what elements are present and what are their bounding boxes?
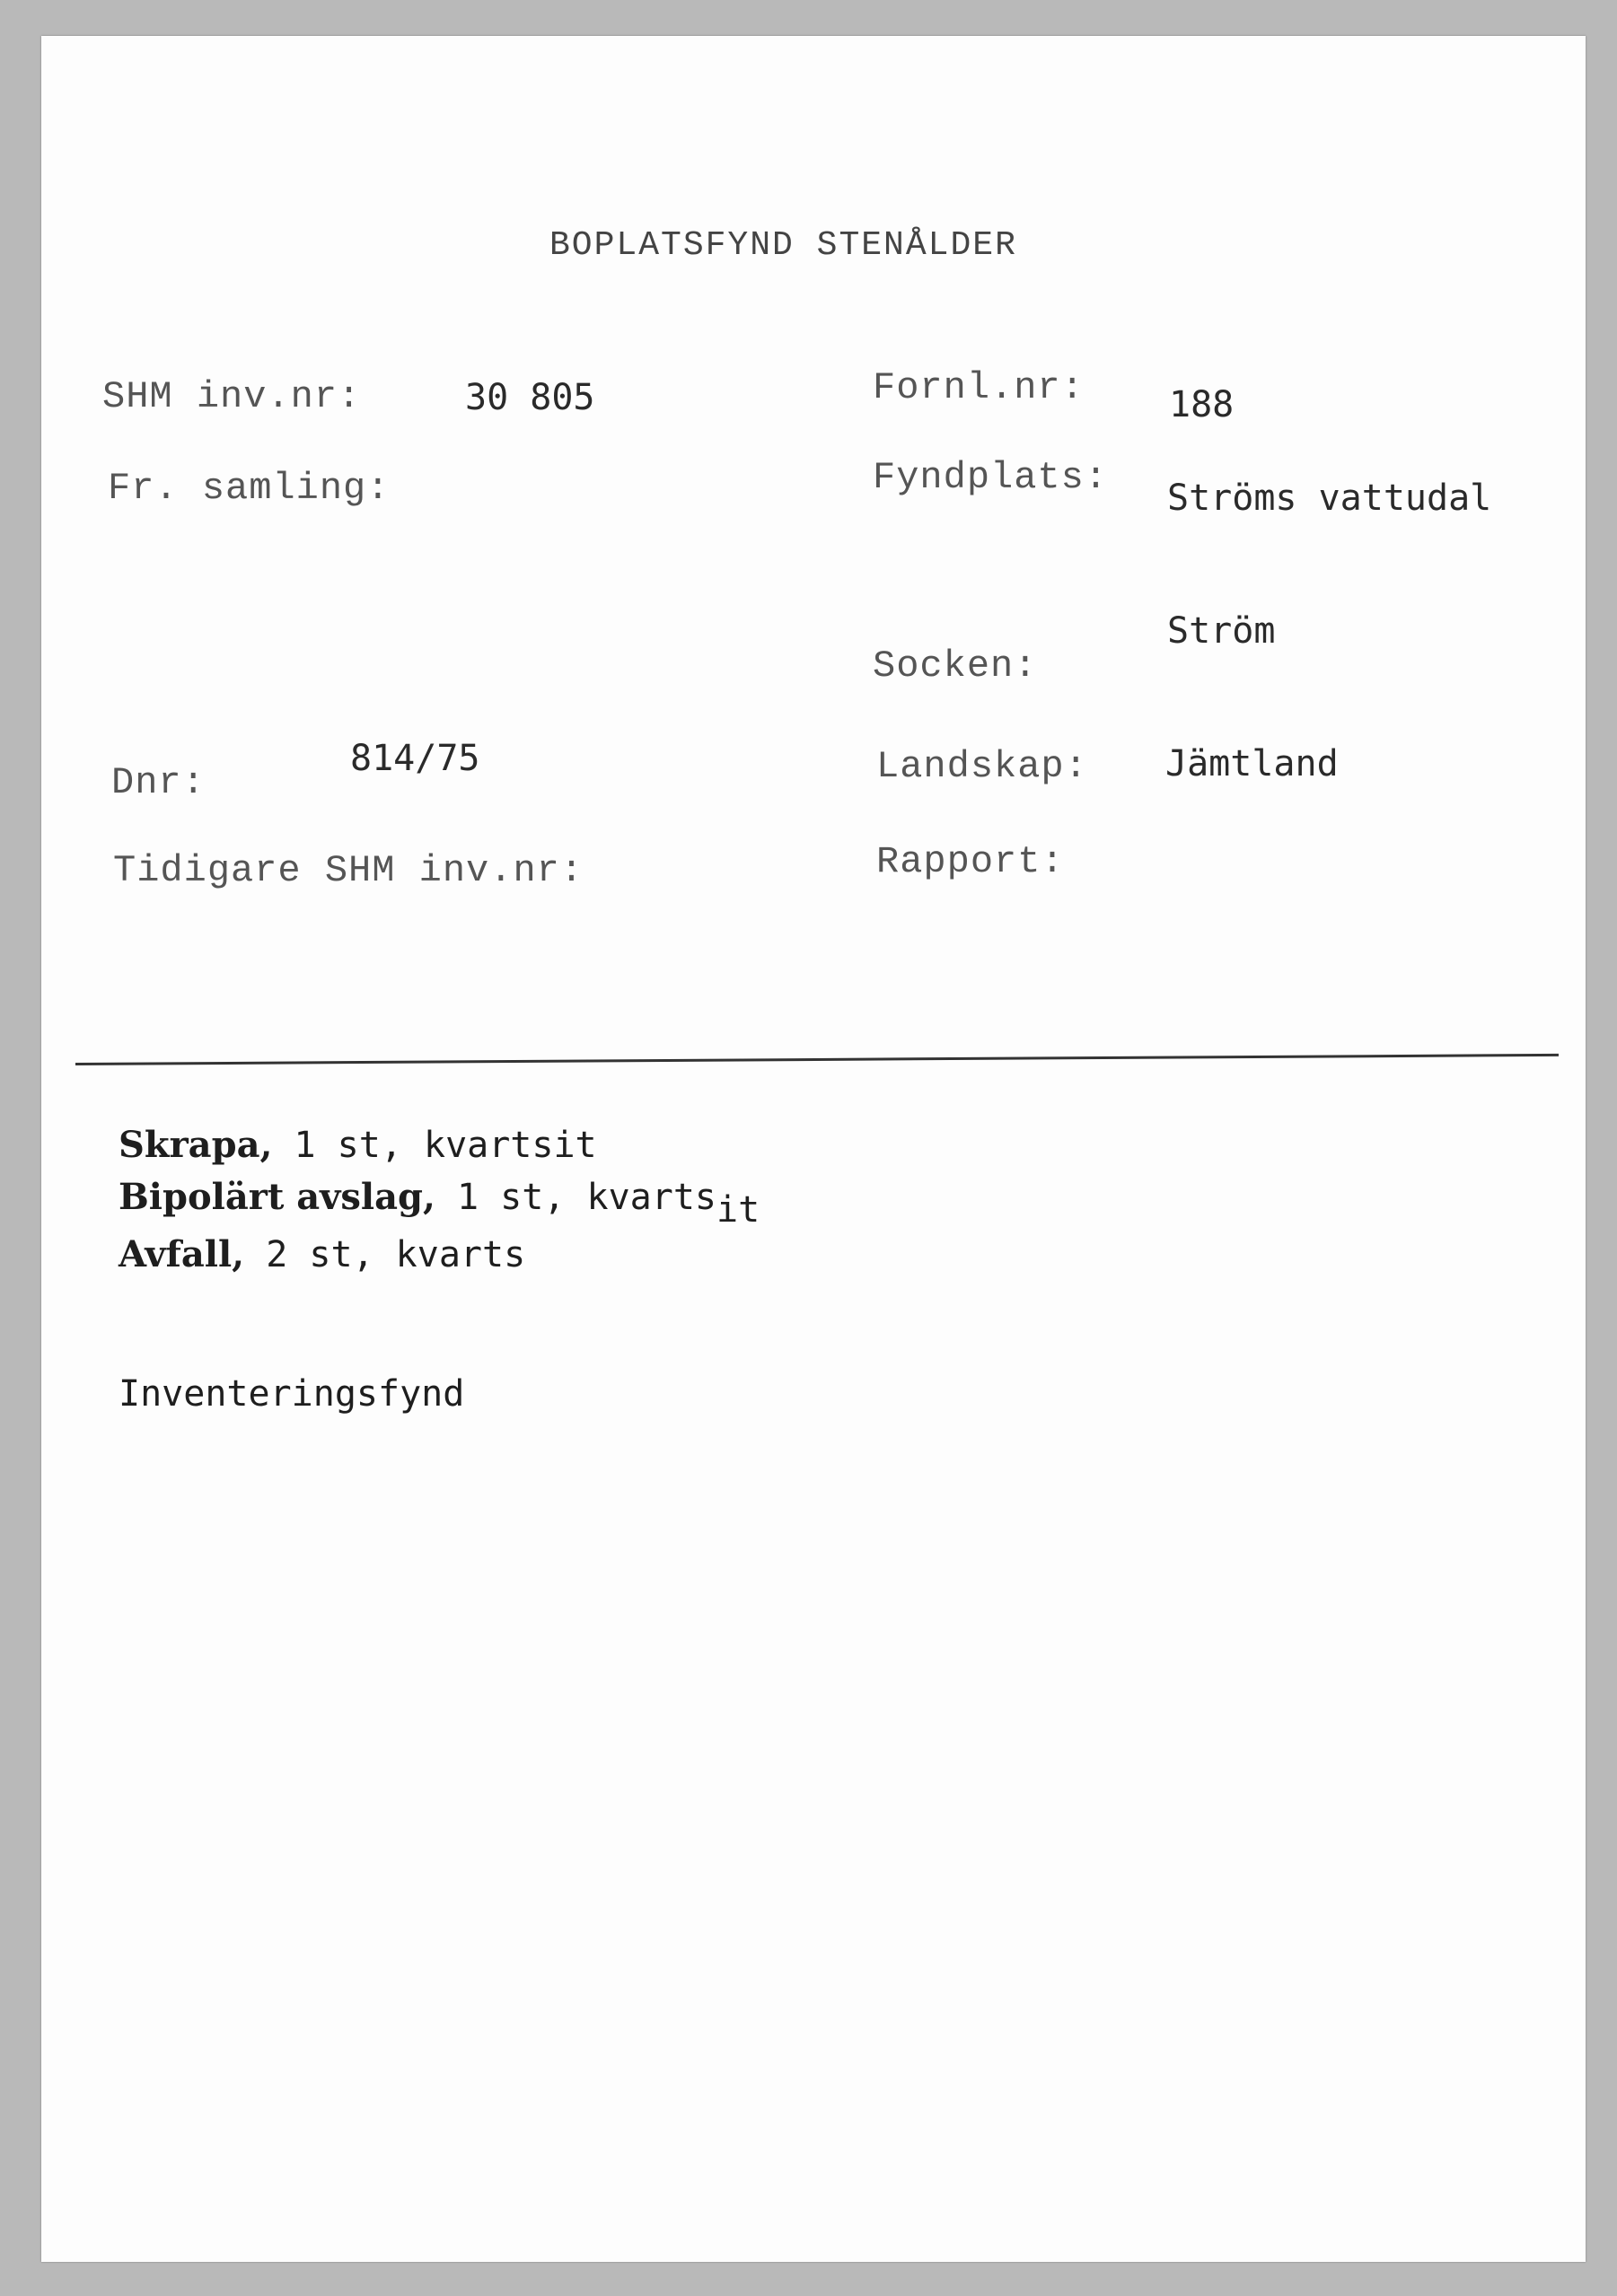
find-details: 2 st, kvarts [244,1234,526,1275]
tidigare-shm-label: Tidigare SHM inv.nr: [113,849,584,892]
fornl-nr-label: Fornl.nr: [873,366,1085,409]
landskap-label: Landskap: [876,745,1088,788]
fr-samling-label: Fr. samling: [108,467,391,510]
fyndplats-value: Ströms vattudal [1167,478,1492,519]
card-title: BOPLATSFYND STENÅLDER [549,226,1017,265]
find-item [119,1233,525,1275]
find-details-suffix: it [716,1189,760,1231]
find-details: 1 st, kvartsit [272,1125,597,1166]
dnr-label: Dnr: [111,761,206,804]
shm-inv-nr-label: SHM inv.nr: [102,375,362,418]
fyndplats-label: Fyndplats: [873,456,1109,499]
find-details: 1 st, kvarts [435,1177,717,1218]
socken-value: Ström [1167,610,1276,652]
find-item [119,1176,760,1231]
socken-label: Socken: [873,644,1038,688]
note-text: Inventeringsfynd [119,1373,465,1415]
dnr-value: 814/75 [350,738,480,779]
find-name: Avfall, [119,1233,245,1275]
landskap-value: Jämtland [1165,743,1339,784]
find-name: Skrapa, [119,1124,273,1166]
find-item [119,1124,597,1166]
shm-inv-nr-value: 30 805 [465,377,595,418]
rapport-label: Rapport: [876,840,1065,883]
find-name: Bipolärt avslag, [119,1176,435,1218]
fornl-nr-value: 188 [1169,384,1235,425]
